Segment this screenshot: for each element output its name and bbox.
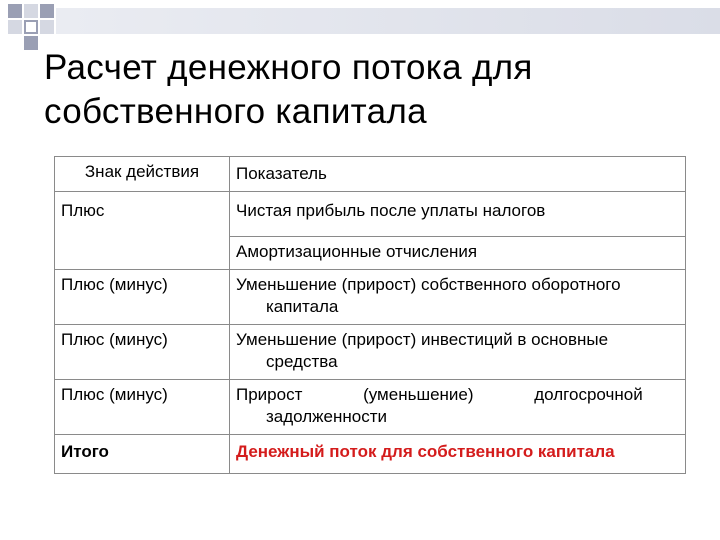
header-indicator: Показатель	[230, 157, 686, 192]
indicator-text: Прирост (уменьшение) долгосрочной	[236, 385, 643, 404]
decor-square	[40, 20, 54, 34]
decor-square	[8, 4, 22, 18]
title-line: Расчет денежного потока для	[44, 48, 533, 87]
indicator-text-cont: капитала	[266, 297, 339, 316]
row-indicator	[230, 325, 686, 380]
indicator-text: Уменьшение (прирост) собственного оборотного	[236, 275, 621, 294]
row-indicator: Амортизационные отчисления	[230, 237, 686, 270]
table-total-row	[55, 435, 686, 474]
indicator-text: Уменьшение (прирост) инвестиций в основные	[236, 330, 609, 349]
decor-top-bar	[56, 8, 720, 34]
title-line: собственного капитала	[44, 92, 427, 131]
page-title	[44, 46, 704, 134]
row-indicator: Чистая прибыль после уплаты налогов	[230, 192, 686, 237]
decor-square	[24, 20, 38, 34]
row-sign: Плюс (минус)	[55, 380, 230, 435]
row-sign: Плюс (минус)	[55, 270, 230, 325]
table-row	[55, 192, 686, 237]
row-indicator	[230, 270, 686, 325]
table-row	[55, 270, 686, 325]
total-indicator: Денежный поток для собственного капитала	[230, 435, 686, 474]
table-header-row	[55, 157, 686, 192]
table-row	[55, 325, 686, 380]
table-row	[55, 380, 686, 435]
row-sign: Плюс (минус)	[55, 325, 230, 380]
row-sign: Плюс	[55, 192, 230, 270]
header-sign: Знак действия	[55, 157, 230, 192]
total-sign: Итого	[55, 435, 230, 474]
decor-square	[24, 36, 38, 50]
decor-square	[8, 20, 22, 34]
row-indicator	[230, 380, 686, 435]
indicator-text-cont: средства	[266, 352, 338, 371]
decor-square	[40, 4, 54, 18]
indicator-text-cont: задолженности	[266, 407, 388, 426]
cash-flow-table	[54, 156, 686, 474]
decor-square	[24, 4, 38, 18]
